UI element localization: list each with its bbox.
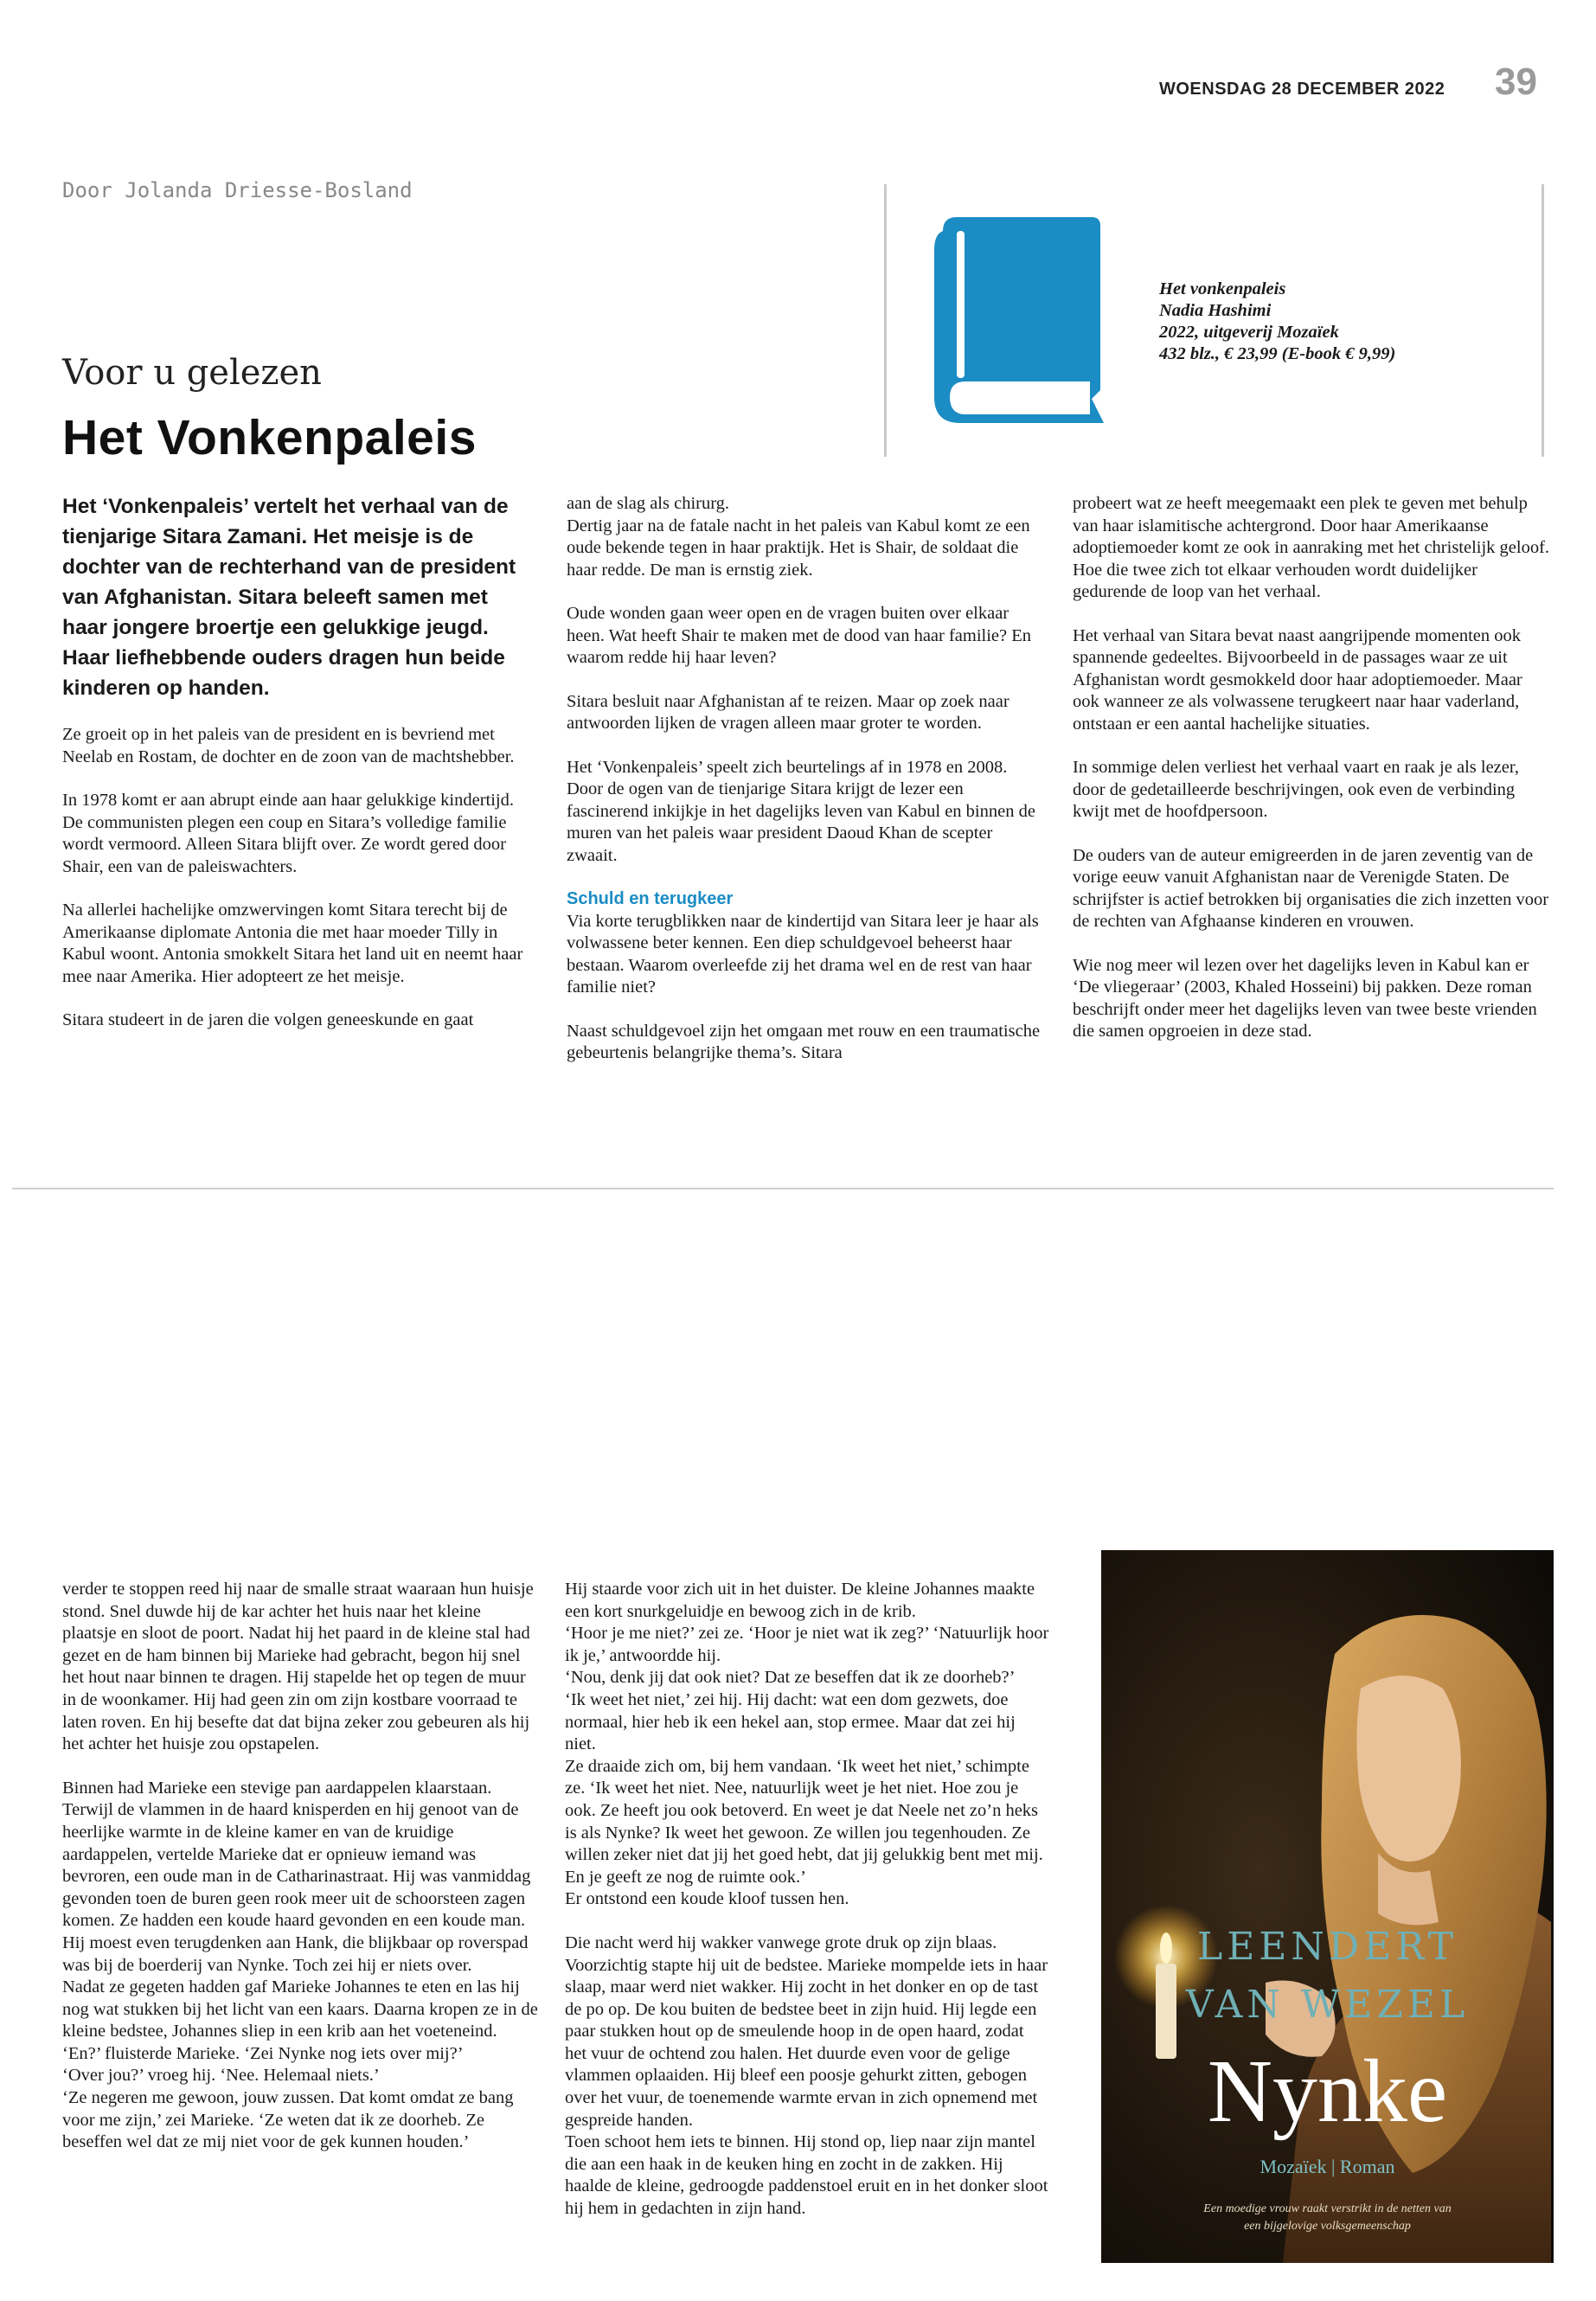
book-title: Het vonkenpaleis bbox=[1159, 279, 1286, 298]
paragraph: Naast schuldgevoel zijn het omgaan met rouw en een traumatische gebeurtenis belangrijke thema’s. Sitara bbox=[567, 1021, 1041, 1062]
paragraph: ‘Nou, denk jij dat ook niet? Dat ze beseffen dat ik ze doorheb?’ bbox=[565, 1668, 1016, 1688]
cover-author-line-1: LEENDERT bbox=[1196, 1925, 1458, 1969]
paragraph: In sommige delen verliest het verhaal vaart en raak je als lezer, door de gedetailleerde beschrijvingen, ook even de verbinding kwijt met de hoofdpersoon. bbox=[1073, 758, 1519, 821]
story-column-2 bbox=[565, 1579, 1049, 2221]
paragraph: Via korte terugblikken naar de kindertijd van Sitara leer je haar als volwassene beter kennen. Een diep schuldgevoel beheerst haar bestaan. Waarom overleefde zij het drama wel en de rest van haar familie niet? bbox=[567, 911, 1039, 997]
paragraph: Nadat ze gegeten hadden gaf Marieke Johannes te eten en las hij nog wat stukken bij het licht van een kaars. Daarna kropen ze in de kleine bedstee, Johannes sliep in een krib aan het voeteneind. ‘En?’ fluisterde Marieke. ‘Zei Nynke nog iets over mij?’ bbox=[62, 1977, 538, 2063]
paragraph: Die nacht werd hij wakker vanwege grote druk op zijn blaas. Voorzichtig stapte hij uit de bedstee. Marieke mompelde iets in haar slaap, maar werd niet wakker. Hij zocht in het donker en op de tast de po op. De kou buiten de bedstee beet in zijn huid. Hij legde een paar stukken hout op de smeulende hoop in de open haard, zodat het vuur de ochtend zou halen. Het duurde even voor de gelige vlammen oplaaiden. Hij bleef een poosje gehurkt zitten, gebogen over het vuur, de toenemende warmte ervan in zich opnemend met gespreide handen. bbox=[565, 1932, 1048, 2130]
paragraph: Oude wonden gaan weer open en de vragen buiten over elkaar heen. Wat heeft Shair te maken met de dood van haar familie? En waarom redde hij haar leven? bbox=[567, 604, 1032, 667]
paragraph: In 1978 komt er aan abrupt einde aan haar gelukkige kindertijd. De communisten plegen een coup en Sitara’s volledige familie wordt vermoord. Alleen Sitara blijft over. Ze wordt gered door Shair, een van de paleiswachters. bbox=[62, 791, 514, 876]
book-publisher: 2022, uitgeverij Mozaïek bbox=[1159, 323, 1339, 342]
cover-tagline-2: een bijgelovige volksgemeenschap bbox=[1244, 2220, 1411, 2233]
page-title: Het Vonkenpaleis bbox=[62, 410, 477, 465]
paragraph: Het ‘Vonkenpaleis’ speelt zich beurtelings af in 1978 en 2008. Door de ogen van de tienjarige Sitara krijgt de lezer een fascinerend inkijkje in het dagelijks leven van Kabul en binnen de muren van het paleis waar president Daoud Khan de scepter zwaait. bbox=[567, 757, 1035, 865]
column-divider bbox=[884, 184, 887, 457]
cover-author-line-2: VAN WEZEL bbox=[1185, 1983, 1470, 2027]
lead-paragraph: Het ‘Vonkenpaleis’ vertelt het verhaal van de tienjarige Sitara Zamani. Het meisje is de dochter van de rechterhand van de president van Afghanistan. Sitara beleeft samen met haar jongere broertje een gelukkige jeugd. Haar liefhebbende ouders dragen hun beide kinderen op handen. bbox=[62, 495, 516, 700]
paragraph: ‘Over jou?’ vroeg hij. ‘Nee. Helemaal niets.’ bbox=[62, 2066, 380, 2086]
paragraph: ‘Ik weet het niet,’ zei hij. Hij dacht: wat een dom gezwets, doe normaal, hier heb ik een hekel aan, stop ermee. Maar dat zei hij niet. bbox=[565, 1689, 1016, 1754]
paragraph: Hij staarde voor zich uit in het duister. De kleine Johannes maakte een kort snurkgeluidje en bewoog zich in de krib. bbox=[565, 1580, 1035, 1621]
cover-imprint: Mozaïek | Roman bbox=[1259, 2156, 1395, 2177]
paragraph: Hij moest even terugdenken aan Hank, die blijkbaar op roverspad was bij de boerderij van Nynke. Toch zei hij er niets over. bbox=[62, 1932, 529, 1975]
column-divider bbox=[1542, 184, 1544, 457]
paragraph: Ze groeit op in het paleis van de president en is bevriend met Neelab en Rostam, de dochter en de zoon van de machtshebber. bbox=[62, 725, 515, 766]
section-kicker: Voor u gelezen bbox=[62, 353, 322, 393]
paragraph: Ze draaide zich om, bij hem vandaan. ‘Ik weet het niet,’ schimpte ze. ‘Ik weet het niet. Nee, natuurlijk weet je het niet. Hoe zou je ook. Ze heeft jou ook betoverd. En weet je dat Neele net zo’n heks is als Nynke? Ik weet het gewoon. Ze willen jou tegenhouden. Ze willen zeker niet dat jij het goed hebt, dat jij gelukkig bent met mij. En je geeft ze nog de ruimte ook.’ bbox=[565, 1756, 1043, 1887]
paragraph: verder te stoppen reed hij naar de smalle straat waaraan hun huisje stond. Snel duwde hij de kar achter het huis naar het kleine plaatsje en sloot de poort. Nadat hij het paard in de kleine stal had gezet en de ham binnen bij Marieke had gebracht, begon hij snel het hout naar binnen te dragen. Hij stapelde het op tegen de muur in de woonkamer. Hij had geen zin om zijn kostbare voorraad te laten roven. En hij besefte dat dat bijna zeker zou gebeuren als hij het achter het huisje zou opstapelen. bbox=[62, 1580, 534, 1754]
paragraph: Toen schoot hem iets te binnen. Hij stond op, liep naar zijn mantel die aan een haak in de keuken hing en zocht in de zakken. Hij haalde de kleine, gedroogde paddenstoel eruit en in het donker sloot hij hem in gedachten in zijn hand. bbox=[565, 2132, 1048, 2219]
book-info bbox=[1159, 279, 1395, 365]
book-cover-image bbox=[1101, 1550, 1554, 2263]
book-author: Nadia Hashimi bbox=[1159, 301, 1272, 320]
byline: Door Jolanda Driesse-Bosland bbox=[62, 178, 413, 202]
paragraph: Het verhaal van Sitara bevat naast aangrijpende momenten ook spannende gedeeltes. Bijvoorbeeld in de passages waar ze uit Afghanistan wordt gesmokkeld door haar adoptiemoeder. Maar ook wanneer ze als volwassene terugkeert naar haar vaderland, ontstaan er een aantal hachelijke situaties. bbox=[1073, 625, 1522, 734]
cover-title: Nynke bbox=[1207, 2041, 1448, 2141]
paragraph: De ouders van de auteur emigreerden in de jaren zeventig van de vorige eeuw vanuit Afghanistan naar de Verenigde Staten. De schrijfster is actief betrokken bij organisaties die zich inzetten voor de rechten van Afghaanse kinderen en vrouwen. bbox=[1073, 845, 1549, 931]
article-column-1 bbox=[62, 724, 534, 1054]
paragraph: ‘Hoor je me niet?’ zei ze. ‘Hoor je niet wat ik zeg?’ ‘Natuurlijk hoor ik je,’ antwoordde hij. bbox=[565, 1624, 1049, 1665]
paragraph: ‘Ze negeren me gewoon, jouw zussen. Dat komt omdat ze bang voor me zijn,’ zei Marieke. ‘Ze weten dat ik ze doorheb. Ze beseffen wel dat ze mij niet voor de gek kunnen houden.’ bbox=[62, 2088, 514, 2152]
paragraph: Binnen had Marieke een stevige pan aardappelen klaarstaan. Terwijl de vlammen in de haard knisperden en hij genoot van de heerlijke warmte in de kleine kamer en van de kruidige aardappelen, vertelde Marieke dat er opnieuw iemand was bevroren, een oude man in de Catharinastraat. Hij was vanmiddag gevonden toen de buren geen rook meer uit de schoorsteen zagen komen. Ze hadden een koude haard gevonden en een koude man. bbox=[62, 1778, 531, 1931]
cover-tagline-1: Een moedige vrouw raakt verstrikt in de netten van bbox=[1203, 2202, 1452, 2215]
paragraph: aan de slag als chirurg. bbox=[567, 494, 730, 513]
page-number: 39 bbox=[1495, 61, 1537, 103]
paragraph: Er ontstond een koude kloof tussen hen. bbox=[565, 1889, 849, 1909]
paragraph: Wie nog meer wil lezen over het dagelijks leven in Kabul kan er ‘De vliegeraar’ (2003, Khaled Hosseini) bij pakken. Deze roman beschrijft onder meer het dagelijks leven van twee beste vrienden die samen opgroeien in deze stad. bbox=[1073, 955, 1537, 1041]
section-subheading: Schuld en terugkeer bbox=[567, 889, 734, 908]
book-icon bbox=[931, 212, 1104, 430]
paragraph: Dertig jaar na de fatale nacht in het paleis van Kabul komt ze een oude bekende tegen in haar praktijk. Het is Shair, de soldaat die haar redde. De man is ernstig ziek. bbox=[567, 516, 1030, 580]
paragraph: Sitara studeert in de jaren die volgen geneeskunde en gaat bbox=[62, 1010, 474, 1029]
article-column-2 bbox=[567, 493, 1047, 1086]
paragraph: Sitara besluit naar Afghanistan af te reizen. Maar op zoek naar antwoorden lijken de vragen alleen maar groter te worden. bbox=[567, 691, 1010, 733]
book-details: 432 blz., € 23,99 (E-book € 9,99) bbox=[1159, 344, 1396, 363]
page-date: WOENSDAG 28 DECEMBER 2022 bbox=[1159, 80, 1445, 99]
paragraph: probeert wat ze heeft meegemaakt een plek te geven met behulp van haar islamitische achtergrond. Door haar Amerikaanse adoptiemoeder komt ze ook in aanraking met het christelijk geloof. Hoe die twee zich tot elkaar verhouden wordt duidelijker gedurende de loop van het verhaal. bbox=[1073, 494, 1550, 601]
article-column-3 bbox=[1073, 493, 1553, 1065]
paragraph: Na allerlei hachelijke omzwervingen komt Sitara terecht bij de Amerikaanse diplomate Antonia die met haar moeder Tilly in Kabul woont. Antonia smokkelt Sitara het land uit en neemt haar mee naar Amerika. Hier adopteert ze het meisje. bbox=[62, 901, 523, 986]
section-divider bbox=[12, 1188, 1554, 1189]
story-column-1 bbox=[62, 1579, 538, 2154]
